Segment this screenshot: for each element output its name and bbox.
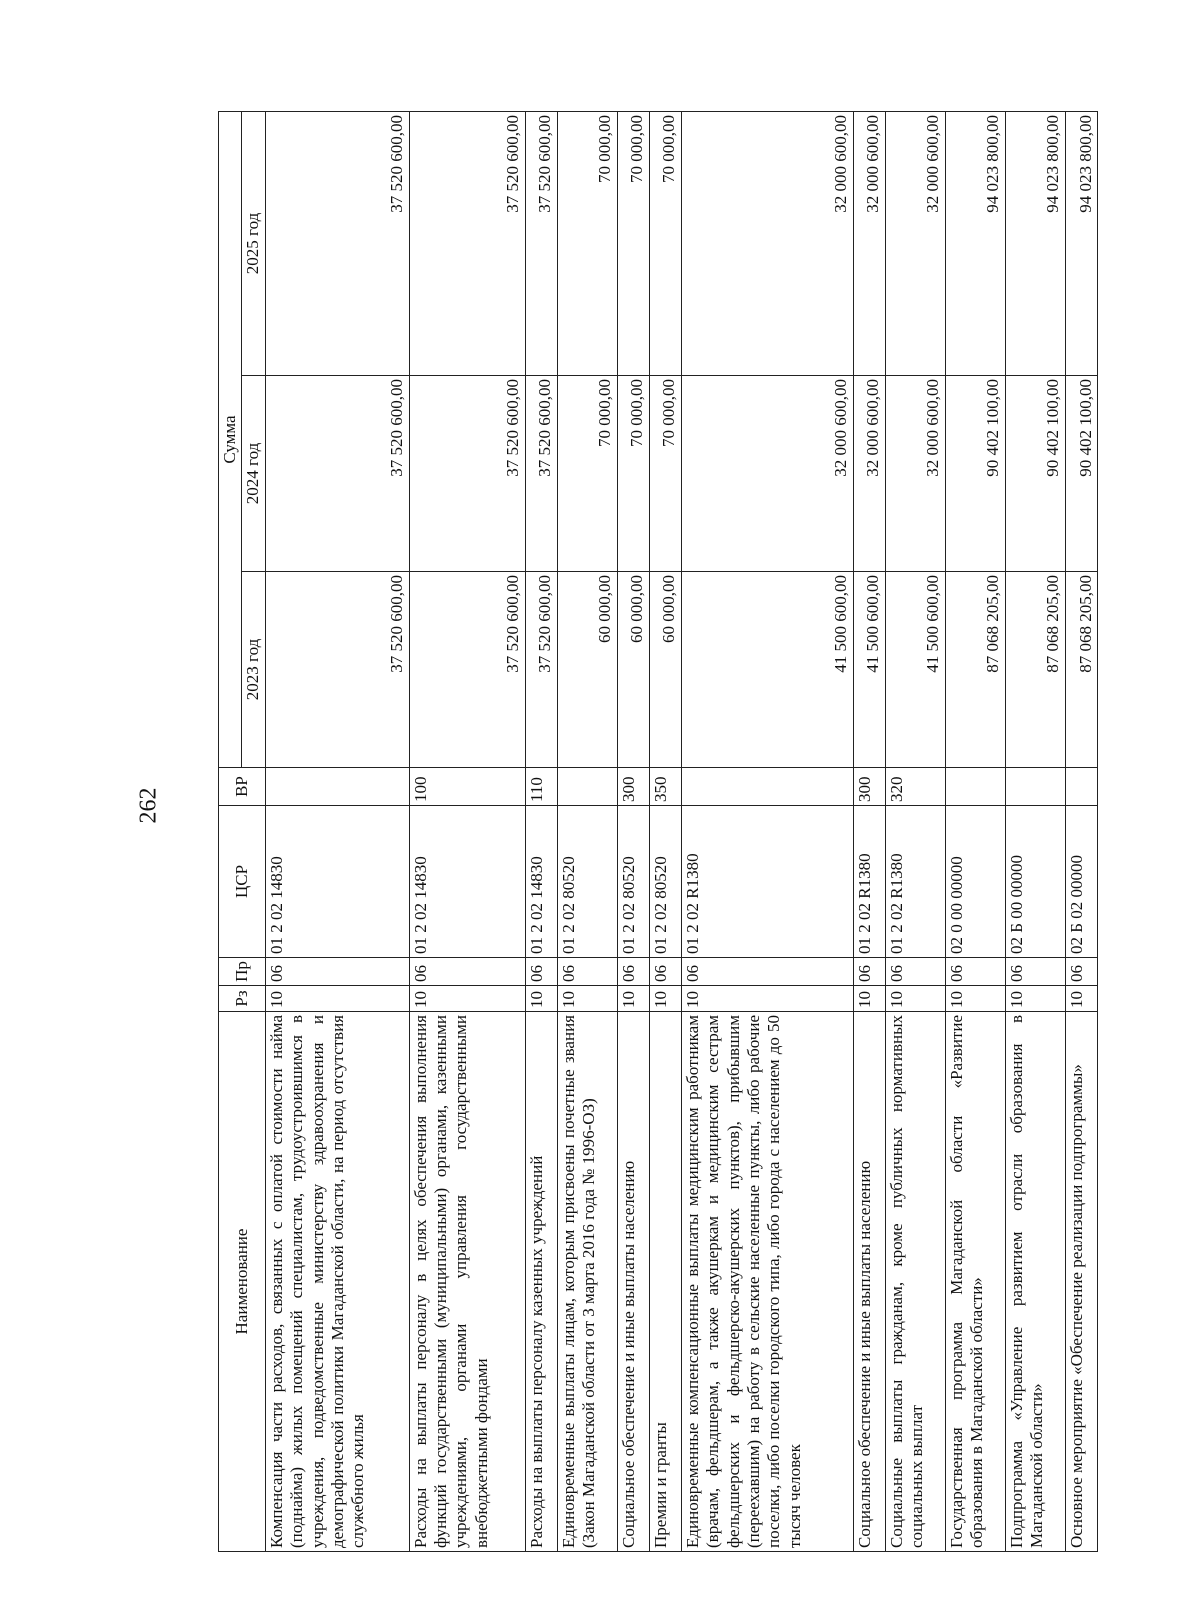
cell-csr: 01 2 02 14830 xyxy=(265,806,409,958)
cell-y2024: 90 402 100,00 xyxy=(945,376,1005,572)
cell-rz: 10 xyxy=(945,986,1005,1012)
header-csr: ЦСР xyxy=(219,806,266,958)
cell-pr: 06 xyxy=(1005,958,1065,986)
cell-y2025: 70 000,00 xyxy=(649,111,681,375)
cell-y2024: 90 402 100,00 xyxy=(1005,376,1065,572)
cell-csr: 01 2 02 80520 xyxy=(617,806,649,958)
cell-rz: 10 xyxy=(1065,986,1097,1012)
cell-vr: 100 xyxy=(409,768,525,806)
cell-csr: 01 2 02 80520 xyxy=(649,806,681,958)
table-row xyxy=(409,111,525,1551)
cell-pr: 06 xyxy=(885,958,945,986)
cell-rz: 10 xyxy=(409,986,525,1012)
header-pr: Пр xyxy=(219,958,266,986)
cell-pr: 06 xyxy=(557,958,617,986)
cell-name: Компенсация части расходов, связанных с оплатой стоимости найма (поднайма) жилых помещений специалистам, трудоустроившимся в учреждения, подведомственные министерству здравоохранения и демографической политики Магаданской области, на период отсутствия служебного жилья xyxy=(265,1012,409,1552)
table-row xyxy=(649,111,681,1551)
cell-vr: 320 xyxy=(885,768,945,806)
page-number: 262 xyxy=(135,787,162,824)
cell-name: Расходы на выплаты персоналу казенных учреждений xyxy=(525,1012,557,1552)
cell-y2023: 60 000,00 xyxy=(617,572,649,768)
header-vr: ВР xyxy=(219,768,266,806)
cell-rz: 10 xyxy=(681,986,853,1012)
cell-y2023: 37 520 600,00 xyxy=(265,572,409,768)
cell-csr: 01 2 02 R1380 xyxy=(885,806,945,958)
cell-rz: 10 xyxy=(885,986,945,1012)
table-row xyxy=(557,111,617,1551)
cell-y2025: 32 000 600,00 xyxy=(681,111,853,375)
cell-vr xyxy=(1005,768,1065,806)
cell-name: Расходы на выплаты персоналу в целях обеспечения выполнения функций государственными (муниципальными) органами, казенными учреждениями, органами управления государственными внебюджетными фондами xyxy=(409,1012,525,1552)
cell-y2025: 70 000,00 xyxy=(617,111,649,375)
cell-name: Подпрограмма «Управление развитием отрасли образования в Магаданской области» xyxy=(1005,1012,1065,1552)
cell-vr: 110 xyxy=(525,768,557,806)
cell-csr: 01 2 02 R1380 xyxy=(853,806,885,958)
cell-csr: 02 0 00 00000 xyxy=(945,806,1005,958)
cell-name: Социальное обеспечение и иные выплаты населению xyxy=(617,1012,649,1552)
cell-rz: 10 xyxy=(525,986,557,1012)
table-row xyxy=(1065,111,1097,1551)
header-sum: Сумма xyxy=(219,111,242,767)
cell-y2023: 87 068 205,00 xyxy=(1005,572,1065,768)
table-row xyxy=(525,111,557,1551)
cell-y2025: 94 023 800,00 xyxy=(1065,111,1097,375)
cell-pr: 06 xyxy=(681,958,853,986)
table-body xyxy=(265,111,1097,1551)
cell-y2023: 41 500 600,00 xyxy=(853,572,885,768)
cell-pr: 06 xyxy=(1065,958,1097,986)
cell-vr: 300 xyxy=(853,768,885,806)
cell-y2023: 41 500 600,00 xyxy=(885,572,945,768)
table-row xyxy=(945,111,1005,1551)
cell-y2024: 32 000 600,00 xyxy=(853,376,885,572)
header-2024: 2024 год xyxy=(242,376,265,572)
cell-vr: 350 xyxy=(649,768,681,806)
cell-y2024: 70 000,00 xyxy=(557,376,617,572)
cell-name: Социальное обеспечение и иные выплаты населению xyxy=(853,1012,885,1552)
table-row xyxy=(617,111,649,1551)
cell-name: Единовременные выплаты лицам, которым присвоены почетные звания (Закон Магаданской области от 3 марта 2016 года № 1996-ОЗ) xyxy=(557,1012,617,1552)
cell-y2023: 37 520 600,00 xyxy=(409,572,525,768)
cell-y2024: 70 000,00 xyxy=(617,376,649,572)
cell-y2024: 37 520 600,00 xyxy=(409,376,525,572)
cell-csr: 01 2 02 14830 xyxy=(409,806,525,958)
cell-y2025: 37 520 600,00 xyxy=(409,111,525,375)
header-name: Наименование xyxy=(219,1012,266,1552)
cell-y2024: 37 520 600,00 xyxy=(525,376,557,572)
cell-csr: 01 2 02 14830 xyxy=(525,806,557,958)
cell-y2023: 87 068 205,00 xyxy=(945,572,1005,768)
cell-pr: 06 xyxy=(525,958,557,986)
cell-y2025: 32 000 600,00 xyxy=(853,111,885,375)
cell-rz: 10 xyxy=(557,986,617,1012)
cell-pr: 06 xyxy=(853,958,885,986)
cell-vr: 300 xyxy=(617,768,649,806)
table-row xyxy=(681,111,853,1551)
header-rz: Рз xyxy=(219,986,266,1012)
cell-pr: 06 xyxy=(649,958,681,986)
cell-name: Премии и гранты xyxy=(649,1012,681,1552)
table-row xyxy=(1005,111,1065,1551)
cell-y2023: 37 520 600,00 xyxy=(525,572,557,768)
cell-csr: 01 2 02 80520 xyxy=(557,806,617,958)
cell-csr: 02 Б 02 00000 xyxy=(1065,806,1097,958)
cell-y2025: 37 520 600,00 xyxy=(525,111,557,375)
budget-table xyxy=(218,111,1098,1552)
cell-y2023: 60 000,00 xyxy=(557,572,617,768)
cell-name: Единовременные компенсационные выплаты медицинским работникам (врачам, фельдшерам, а также акушеркам и медицинским сестрам фельдшерских и фельдшерско-акушерских пунктов), прибывшим (переехавшим) на работу в сельские населенные пункты, либо рабочие поселки, либо поселки городского типа, либо города с населением до 50 тысяч человек xyxy=(681,1012,853,1552)
cell-pr: 06 xyxy=(945,958,1005,986)
table-row xyxy=(265,111,409,1551)
cell-rz: 10 xyxy=(265,986,409,1012)
cell-rz: 10 xyxy=(853,986,885,1012)
cell-csr: 02 Б 00 00000 xyxy=(1005,806,1065,958)
cell-y2024: 32 000 600,00 xyxy=(885,376,945,572)
cell-y2025: 94 023 800,00 xyxy=(1005,111,1065,375)
cell-vr xyxy=(557,768,617,806)
cell-pr: 06 xyxy=(409,958,525,986)
cell-name: Основное мероприятие «Обеспечение реализации подпрограммы» xyxy=(1065,1012,1097,1552)
cell-y2025: 32 000 600,00 xyxy=(885,111,945,375)
cell-vr xyxy=(681,768,853,806)
cell-y2024: 90 402 100,00 xyxy=(1065,376,1097,572)
cell-vr xyxy=(265,768,409,806)
cell-y2024: 37 520 600,00 xyxy=(265,376,409,572)
table-row xyxy=(853,111,885,1551)
budget-table-container xyxy=(218,112,1098,1552)
header-2025: 2025 год xyxy=(242,111,265,375)
cell-vr xyxy=(1065,768,1097,806)
cell-csr: 01 2 02 R1380 xyxy=(681,806,853,958)
cell-y2025: 70 000,00 xyxy=(557,111,617,375)
cell-y2024: 70 000,00 xyxy=(649,376,681,572)
cell-y2025: 37 520 600,00 xyxy=(265,111,409,375)
cell-y2025: 94 023 800,00 xyxy=(945,111,1005,375)
cell-pr: 06 xyxy=(265,958,409,986)
cell-rz: 10 xyxy=(649,986,681,1012)
cell-y2023: 87 068 205,00 xyxy=(1065,572,1097,768)
cell-rz: 10 xyxy=(617,986,649,1012)
cell-name: Государственная программа Магаданской области «Развитие образования в Магаданской области» xyxy=(945,1012,1005,1552)
cell-name: Социальные выплаты гражданам, кроме публичных нормативных социальных выплат xyxy=(885,1012,945,1552)
cell-rz: 10 xyxy=(1005,986,1065,1012)
cell-vr xyxy=(945,768,1005,806)
cell-y2024: 32 000 600,00 xyxy=(681,376,853,572)
header-2023: 2023 год xyxy=(242,572,265,768)
table-row xyxy=(885,111,945,1551)
cell-pr: 06 xyxy=(617,958,649,986)
cell-y2023: 41 500 600,00 xyxy=(681,572,853,768)
cell-y2023: 60 000,00 xyxy=(649,572,681,768)
header-row xyxy=(219,111,242,1551)
